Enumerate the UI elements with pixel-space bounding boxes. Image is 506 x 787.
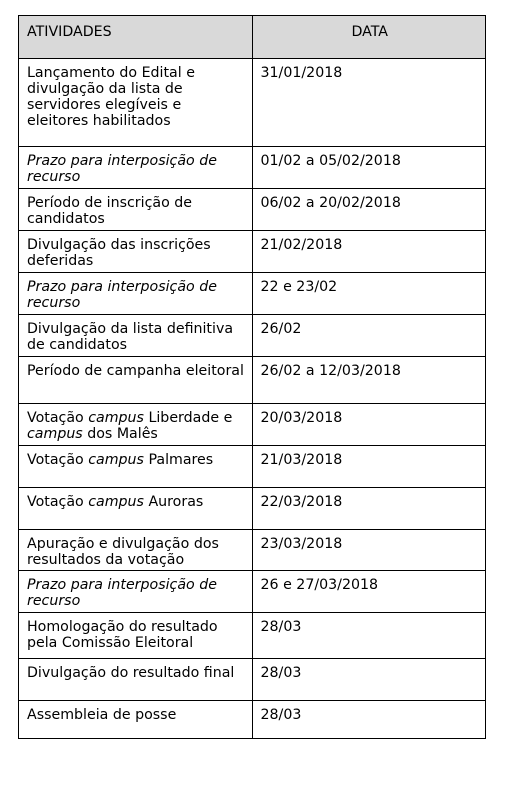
activity-text: campus bbox=[88, 410, 144, 426]
table-row bbox=[19, 613, 486, 659]
schedule-table bbox=[18, 15, 486, 739]
table-row bbox=[19, 189, 486, 231]
activity-cell bbox=[19, 488, 253, 530]
date-cell: 26/02 bbox=[252, 315, 486, 357]
table-row bbox=[19, 231, 486, 273]
table-row bbox=[19, 659, 486, 701]
activity-cell bbox=[19, 357, 253, 404]
activity-text: campus bbox=[88, 494, 144, 510]
date-cell: 28/03 bbox=[252, 701, 486, 739]
activity-text: Prazo para interposição de recurso bbox=[27, 577, 217, 609]
activity-text: campus bbox=[88, 452, 144, 468]
activity-cell bbox=[19, 315, 253, 357]
date-cell: 28/03 bbox=[252, 659, 486, 701]
activity-cell bbox=[19, 189, 253, 231]
schedule-rows bbox=[19, 59, 486, 739]
date-cell: 31/01/2018 bbox=[252, 59, 486, 147]
activity-text: campus bbox=[27, 426, 83, 442]
table-row bbox=[19, 701, 486, 739]
table-row bbox=[19, 273, 486, 315]
activity-cell bbox=[19, 613, 253, 659]
date-cell: 23/03/2018 bbox=[252, 530, 486, 571]
date-header: DATA bbox=[252, 16, 486, 59]
activity-cell bbox=[19, 273, 253, 315]
activity-cell bbox=[19, 147, 253, 189]
date-cell: 26 e 27/03/2018 bbox=[252, 571, 486, 613]
table-row bbox=[19, 147, 486, 189]
activities-header: ATIVIDADES bbox=[19, 16, 253, 59]
table-row bbox=[19, 446, 486, 488]
header-row bbox=[19, 16, 486, 59]
activity-cell bbox=[19, 404, 253, 446]
activity-text: Votação bbox=[27, 410, 89, 426]
activity-cell bbox=[19, 59, 253, 147]
activity-cell bbox=[19, 701, 253, 739]
activity-text: Palmares bbox=[143, 452, 214, 468]
activity-text: Apuração e divulgação dos resultados da votação bbox=[27, 536, 219, 568]
activity-text: Votação bbox=[27, 494, 89, 510]
table-row bbox=[19, 59, 486, 147]
table-row bbox=[19, 530, 486, 571]
activity-text: Votação bbox=[27, 452, 89, 468]
table-row bbox=[19, 488, 486, 530]
activity-cell bbox=[19, 231, 253, 273]
date-cell: 26/02 a 12/03/2018 bbox=[252, 357, 486, 404]
activity-text: Divulgação do resultado final bbox=[27, 665, 235, 681]
activity-cell bbox=[19, 659, 253, 701]
activity-text: Prazo para interposição de recurso bbox=[27, 153, 217, 185]
activity-text: Divulgação da lista definitiva de candidatos bbox=[27, 321, 234, 353]
date-cell: 21/03/2018 bbox=[252, 446, 486, 488]
activity-cell bbox=[19, 530, 253, 571]
activity-text: Lançamento do Edital e divulgação da lista de servidores elegíveis e eleitores habilitados bbox=[27, 65, 195, 129]
date-cell: 28/03 bbox=[252, 613, 486, 659]
activity-text: Período de campanha eleitoral bbox=[27, 363, 244, 379]
activity-text: dos Malês bbox=[82, 426, 158, 442]
activity-text: Prazo para interposição de recurso bbox=[27, 279, 217, 311]
date-cell: 22/03/2018 bbox=[252, 488, 486, 530]
table-row bbox=[19, 404, 486, 446]
activity-text: Liberdade e bbox=[143, 410, 233, 426]
table-row bbox=[19, 357, 486, 404]
date-cell: 01/02 a 05/02/2018 bbox=[252, 147, 486, 189]
date-cell: 20/03/2018 bbox=[252, 404, 486, 446]
activity-text: Divulgação das inscrições deferidas bbox=[27, 237, 211, 269]
table-row bbox=[19, 571, 486, 613]
activity-text: Assembleia de posse bbox=[27, 707, 177, 723]
activity-text: Período de inscrição de candidatos bbox=[27, 195, 192, 227]
date-cell: 22 e 23/02 bbox=[252, 273, 486, 315]
date-cell: 21/02/2018 bbox=[252, 231, 486, 273]
activity-cell bbox=[19, 571, 253, 613]
activity-text: Homologação do resultado pela Comissão Eleitoral bbox=[27, 619, 218, 651]
activity-cell bbox=[19, 446, 253, 488]
activity-text: Auroras bbox=[143, 494, 204, 510]
table-row bbox=[19, 315, 486, 357]
date-cell: 06/02 a 20/02/2018 bbox=[252, 189, 486, 231]
